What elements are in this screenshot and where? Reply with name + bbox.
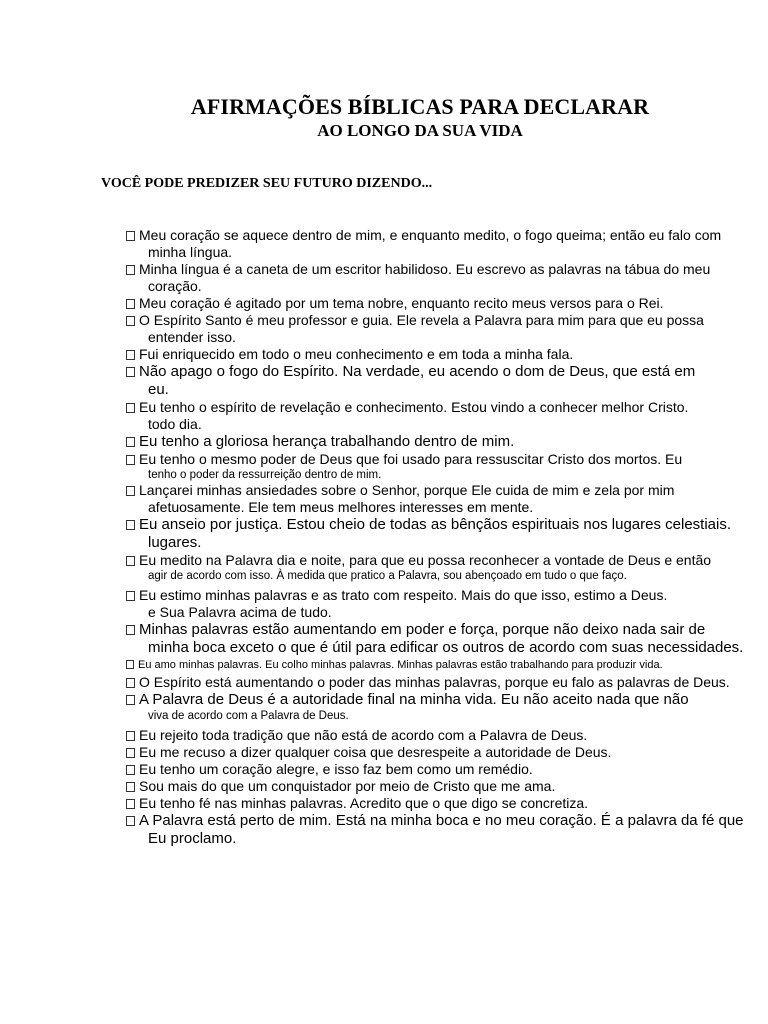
checkbox-square-icon [126, 748, 135, 758]
item-text-continuation: eu. [148, 381, 169, 398]
item-text-continuation: e Sua Palavra acima de tudo. [148, 604, 332, 620]
list-item [126, 691, 766, 723]
item-text-continuation: viva de acordo com a Palavra de Deus. [148, 710, 349, 722]
item-text: Lançarei minhas ansiedades sobre o Senhor, porque Ele cuida de mim e zela por mim [139, 482, 675, 498]
list-item [126, 451, 766, 482]
item-text: Eu anseio por justiça. Estou cheio de todas as bênçãos espirituais nos lugares celestiais. [139, 516, 732, 533]
list-item [126, 363, 766, 399]
item-text: Eu tenho o espírito de revelação e conhecimento. Estou vindo a conhecer melhor Cristo. [139, 399, 689, 415]
checkbox-square-icon [126, 437, 135, 447]
item-text: Sou mais do que um conquistador por meio de Cristo que me ama. [139, 778, 556, 794]
item-text-continuation: afetuosamente. Ele tem meus melhores interesses em mente. [148, 499, 534, 515]
list-item [126, 346, 766, 363]
item-text: O Espírito está aumentando o poder das minhas palavras, porque eu falo as palavras de Deus. [139, 674, 730, 690]
item-text: Minhas palavras estão aumentando em poder e força, porque não deixo nada sair de [139, 621, 706, 638]
list-item [126, 433, 766, 451]
page-subtitle: AO LONGO DA SUA VIDA [317, 121, 523, 140]
checkbox-square-icon [126, 367, 135, 377]
list-item [126, 727, 766, 744]
item-text-continuation: todo dia. [148, 416, 202, 432]
item-text: Eu rejeito toda tradição que não está de acordo com a Palavra de Deus. [139, 727, 588, 743]
item-text-continuation: Eu proclamo. [148, 830, 237, 847]
item-text: Eu medito na Palavra dia e noite, para que eu possa reconhecer a vontade de Deus e então [139, 552, 712, 568]
item-text: Eu amo minhas palavras. Eu colho minhas palavras. Minhas palavras estão trabalhando para produzir vida. [138, 659, 663, 671]
item-text: Fui enriquecido em todo o meu conhecimento e em toda a minha fala. [139, 346, 574, 362]
item-text: Não apago o fogo do Espírito. Na verdade, eu acendo o dom de Deus, que está em [139, 363, 696, 380]
item-text-continuation: entender isso. [148, 329, 236, 345]
affirmations-list [126, 227, 766, 848]
list-item [126, 795, 766, 812]
item-text: Eu estimo minhas palavras e as trato com respeito. Mais do que isso, estimo a Deus. [139, 587, 668, 603]
checkbox-square-icon [126, 765, 135, 775]
checkbox-square-icon [126, 350, 135, 360]
item-text-continuation: lugares. [148, 534, 202, 551]
list-item [126, 778, 766, 795]
list-item [126, 621, 766, 657]
checkbox-square-icon [126, 455, 135, 465]
item-text-continuation: minha língua. [148, 244, 233, 260]
checkbox-square-icon [126, 731, 135, 741]
item-text-continuation: tenho o poder da ressurreição dentro de mim. [148, 469, 382, 481]
list-item [126, 812, 766, 848]
item-text: A Palavra de Deus é a autoridade final na minha vida. Eu não aceito nada que não [139, 691, 689, 708]
checkbox-square-icon [126, 316, 135, 326]
checkbox-square-icon [126, 520, 135, 530]
checkbox-square-icon [126, 591, 135, 601]
checkbox-square-icon [126, 660, 134, 669]
list-item [126, 516, 766, 552]
list-item [126, 587, 766, 621]
checkbox-square-icon [126, 799, 135, 809]
checkbox-square-icon [126, 299, 135, 309]
list-item [126, 482, 766, 516]
list-item [126, 261, 766, 295]
item-text-continuation: coração. [148, 278, 202, 294]
list-item [126, 295, 766, 312]
list-item [126, 312, 766, 346]
checkbox-square-icon [126, 265, 135, 275]
item-text: Eu tenho o mesmo poder de Deus que foi usado para ressuscitar Cristo dos mortos. Eu [139, 451, 683, 467]
page-title: AFIRMAÇÕES BÍBLICAS PARA DECLARAR [190, 94, 650, 119]
item-text: Minha língua é a caneta de um escritor habilidoso. Eu escrevo as palavras na tábua do meu [139, 261, 711, 277]
item-text: O Espírito Santo é meu professor e guia. Ele revela a Palavra para mim para que eu possa [139, 312, 704, 328]
item-text: Eu tenho um coração alegre, e isso faz bem como um remédio. [139, 761, 533, 777]
item-text: Eu tenho a gloriosa herança trabalhando dentro de mim. [139, 433, 515, 450]
checkbox-square-icon [126, 486, 135, 496]
checkbox-square-icon [126, 231, 135, 241]
item-text-continuation: minha boca exceto o que é útil para edificar os outros de acordo com suas necessidades. [148, 639, 744, 656]
checkbox-square-icon [126, 556, 135, 566]
item-text: Meu coração é agitado por um tema nobre, enquanto recito meus versos para o Rei. [139, 295, 664, 311]
list-item [126, 227, 766, 261]
item-text: A Palavra está perto de mim. Está na minha boca e no meu coração. É a palavra da fé que [139, 812, 744, 829]
checkbox-square-icon [126, 816, 135, 826]
list-item [126, 674, 766, 691]
checkbox-square-icon [126, 782, 135, 792]
checkbox-square-icon [126, 678, 135, 688]
list-item [126, 657, 766, 674]
checkbox-square-icon [126, 695, 135, 705]
list-item [126, 761, 766, 778]
checkbox-square-icon [126, 403, 135, 413]
list-item [126, 744, 766, 761]
item-text-continuation: agir de acordo com isso. À medida que pratico a Palavra, sou abençoado em tudo o que faço. [148, 570, 627, 582]
list-item [126, 552, 766, 583]
section-heading: VOCÊ PODE PREDIZER SEU FUTURO DIZENDO... [101, 176, 433, 191]
checkbox-square-icon [126, 625, 135, 635]
item-text: Eu tenho fé nas minhas palavras. Acredito que o que digo se concretiza. [139, 795, 589, 811]
item-text: Meu coração se aquece dentro de mim, e enquanto medito, o fogo queima; então eu falo com [139, 227, 722, 243]
item-text: Eu me recuso a dizer qualquer coisa que desrespeite a autoridade de Deus. [139, 744, 612, 760]
list-item [126, 399, 766, 433]
